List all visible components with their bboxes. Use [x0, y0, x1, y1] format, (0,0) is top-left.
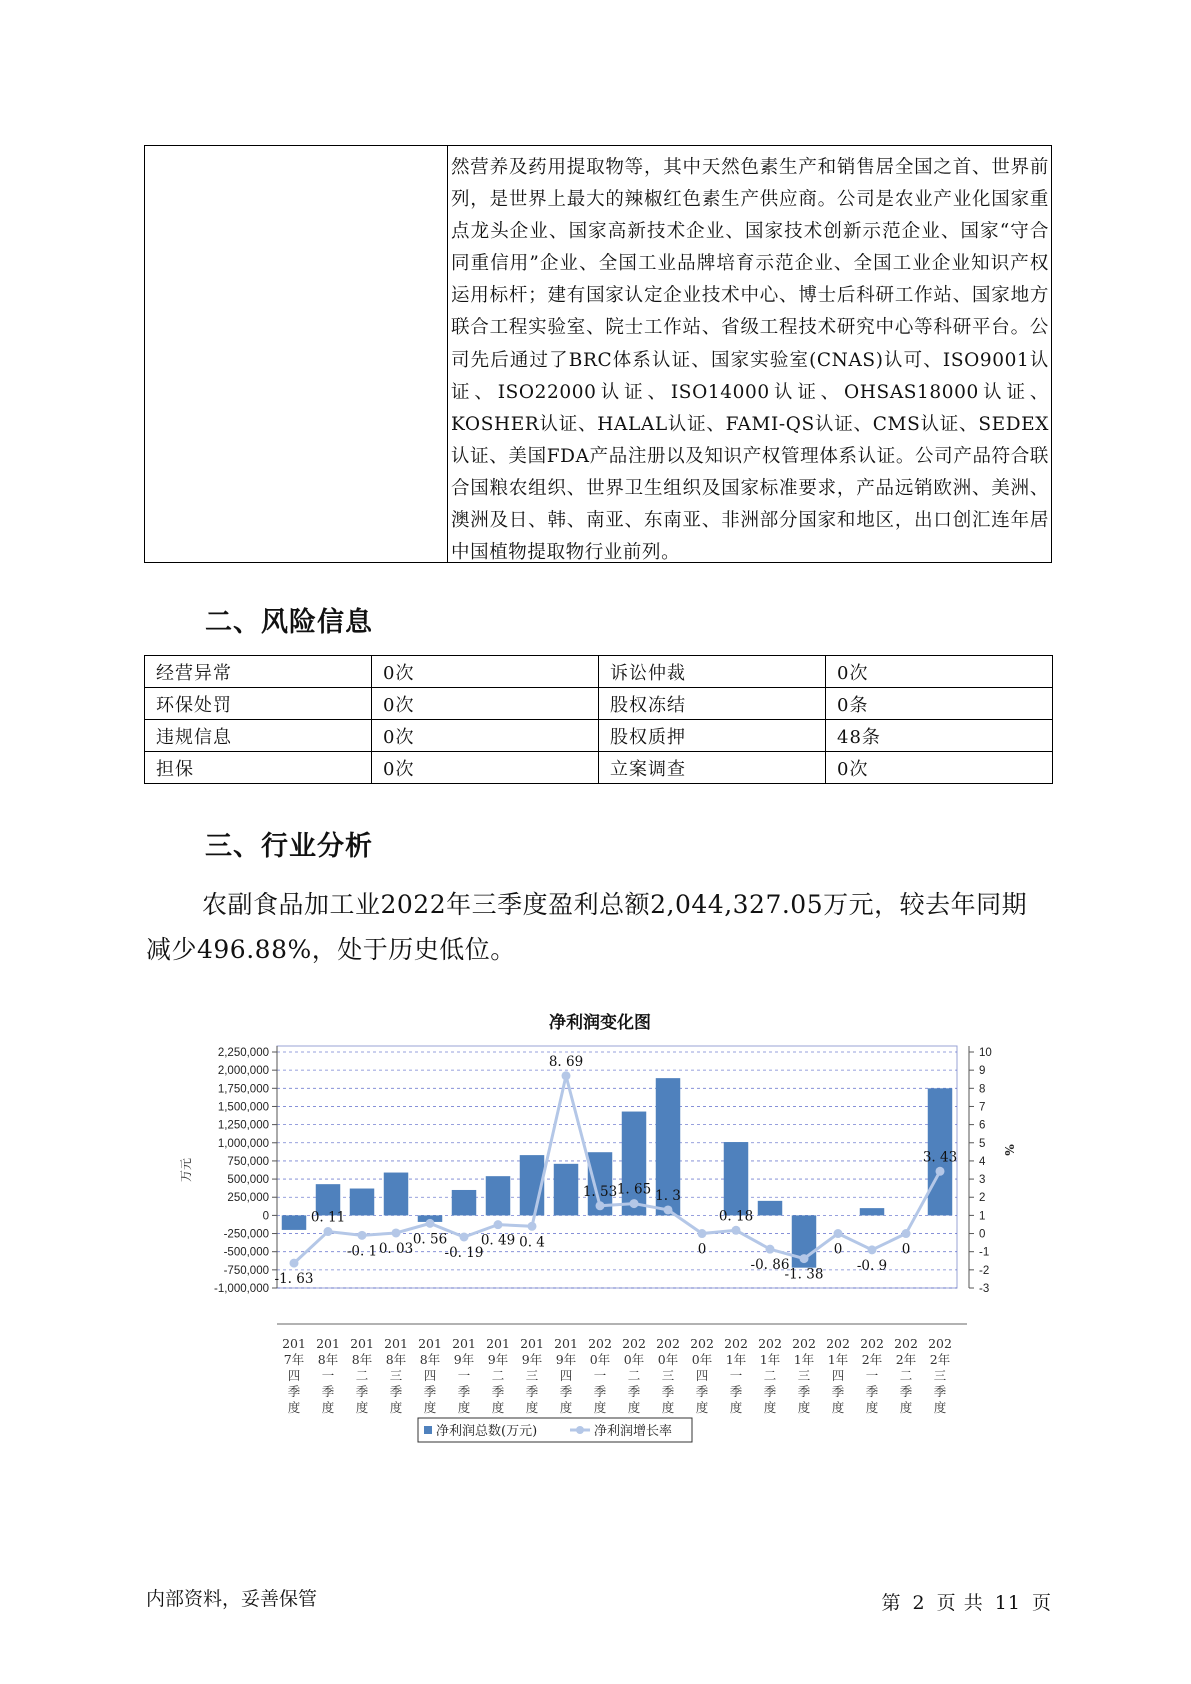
data-label: 0. 03 [378, 1240, 414, 1257]
intro-text-cell: 然营养及药用提取物等，其中天然色素生产和销售居全国之首、世界前列，是世界上最大的辣椒红色素生产供应商。公司是农业产业化国家重点龙头企业、国家高新技术企业、国家技术创新示范企业、国家“守合同重信用”企业、全国工业品牌培育示范企业、全国工业企业知识产权运用标杆；建有国家认定企业技术中心、博士后科研工作站、国家地方联合工程实验室、院士工作站、省级工程技术研究中心等科研平台。公司先后通过了BRC体系认证、国家实验室(CNAS)认可、ISO9001认证、ISO22000认证、ISO14000认证、OHSAS18000认证、KOSHER认证、HALAL认证、FAMI-QS认证、CMS认证、SEDEX认证、美国FDA产品注册以及知识产权管理体系认证。公司产品符合联合国粮农组织、世界卫生组织及国家标准要求，产品远销欧洲、美洲、澳洲及日、韩、南亚、东南亚、非洲部分国家和地区，出口创汇连年居中国植物提取物行业前列。 [451, 157, 1049, 564]
footer-confidential-note: 内部资料，妥善保管 [146, 1588, 318, 1610]
growth-point [698, 1229, 707, 1238]
y-tick-label: 2,000,000 [217, 1065, 269, 1078]
y2-tick-label: 8 [979, 1083, 986, 1096]
table-row [145, 720, 1053, 752]
data-label: 3. 43 [922, 1149, 958, 1166]
risk-value: 0次 [372, 720, 599, 752]
y-tick-label: 1,500,000 [217, 1101, 269, 1114]
risk-info-table [144, 655, 1053, 784]
risk-value: 0次 [826, 752, 1053, 784]
data-label: 0 [901, 1241, 911, 1258]
x-tick-label: 202 1年一季度 [724, 1336, 748, 1415]
page-current: 2 [912, 1592, 926, 1614]
growth-point [630, 1199, 639, 1208]
y-tick-label: 750,000 [227, 1155, 269, 1168]
y-tick-label: 1,750,000 [217, 1083, 269, 1096]
risk-label: 环保处罚 [145, 688, 372, 720]
x-tick-label: 202 0年四季度 [690, 1336, 714, 1415]
y2-axis-title: % [1002, 1144, 1016, 1156]
legend-bar-swatch [424, 1426, 432, 1434]
page-prefix: 第 [881, 1592, 902, 1614]
chart-svg [160, 1000, 1040, 1460]
y2-tick-label: 3 [979, 1174, 986, 1187]
data-label: 0. 4 [519, 1234, 545, 1251]
risk-value: 0条 [826, 688, 1053, 720]
x-tick-label: 201 9年一季度 [452, 1336, 476, 1415]
risk-label: 立案调查 [599, 752, 826, 784]
x-tick-label: 201 8年三季度 [384, 1336, 408, 1415]
y-tick-label: 500,000 [227, 1174, 269, 1187]
page-total: 11 [994, 1592, 1021, 1614]
growth-point [664, 1205, 673, 1214]
growth-point [358, 1231, 367, 1240]
risk-value: 0次 [372, 688, 599, 720]
x-tick-label: 201 8年四季度 [418, 1336, 442, 1415]
risk-value: 0次 [372, 656, 599, 688]
risk-label: 违规信息 [145, 720, 372, 752]
y2-tick-label: -2 [979, 1264, 990, 1277]
growth-point [800, 1254, 809, 1263]
page-suffix: 页 [1031, 1592, 1052, 1614]
y-tick-label: 2,250,000 [217, 1047, 269, 1059]
data-label: 8. 69 [548, 1053, 584, 1070]
x-tick-label: 202 0年三季度 [656, 1336, 680, 1415]
growth-point [902, 1229, 911, 1238]
x-tick-label: 202 0年二季度 [622, 1336, 646, 1415]
x-tick-label: 201 9年三季度 [520, 1336, 544, 1415]
data-label: 0. 18 [718, 1208, 754, 1225]
growth-point [528, 1222, 537, 1231]
y-tick-label: 1,000,000 [217, 1137, 269, 1150]
data-label: 1. 53 [582, 1183, 618, 1200]
risk-label: 经营异常 [145, 656, 372, 688]
y-axis-title: 万元 [179, 1157, 193, 1183]
growth-point [324, 1227, 333, 1236]
bar [724, 1142, 748, 1215]
y2-tick-label: 10 [979, 1047, 992, 1059]
legend-line-label: 净利润增长率 [594, 1424, 673, 1439]
growth-line [294, 1076, 940, 1263]
y2-tick-label: -1 [979, 1246, 990, 1259]
data-label: 1. 65 [616, 1181, 652, 1198]
data-label: 0. 56 [412, 1231, 448, 1248]
x-tick-label: 202 0年一季度 [588, 1336, 612, 1415]
bar [350, 1189, 374, 1216]
data-label: -0. 9 [856, 1257, 888, 1274]
table-row [145, 752, 1053, 784]
y2-tick-label: -3 [979, 1283, 990, 1295]
intro-label-cell [145, 146, 448, 562]
page-mid: 页 共 [936, 1592, 984, 1614]
growth-point [868, 1245, 877, 1254]
data-label: 1. 3 [655, 1187, 681, 1204]
x-tick-label: 201 9年四季度 [554, 1336, 578, 1415]
growth-point [596, 1201, 605, 1210]
risk-label: 诉讼仲裁 [599, 656, 826, 688]
legend-bar-label: 净利润总数(万元) [436, 1424, 538, 1439]
bar [282, 1215, 306, 1230]
table-row [145, 656, 1053, 688]
y-tick-label: -1,000,000 [214, 1283, 269, 1295]
data-label: -1. 63 [274, 1271, 314, 1288]
growth-point [766, 1245, 775, 1254]
risk-section-title: 二、风险信息 [205, 607, 373, 638]
growth-point [426, 1219, 435, 1228]
y2-tick-label: 9 [979, 1065, 986, 1078]
risk-label: 股权质押 [599, 720, 826, 752]
x-tick-label: 202 2年二季度 [894, 1336, 918, 1415]
growth-point [732, 1226, 741, 1235]
growth-point [392, 1228, 401, 1237]
bar [384, 1173, 408, 1216]
bar [452, 1190, 476, 1215]
y-tick-label: 1,250,000 [217, 1119, 269, 1132]
x-tick-label: 201 7年四季度 [282, 1336, 306, 1415]
table-row [145, 688, 1053, 720]
bar [758, 1201, 782, 1216]
net-profit-chart [160, 1000, 1040, 1460]
industry-paragraph: 农副食品加工业2022年三季度盈利总额2,044,327.05万元，较去年同期减少496.88%，处于历史低位。 [146, 890, 1028, 964]
x-tick-label: 202 1年二季度 [758, 1336, 782, 1415]
legend-line-marker [576, 1426, 584, 1434]
growth-point [562, 1071, 571, 1080]
footer-page-number [877, 1588, 1052, 1615]
bar [554, 1164, 578, 1216]
data-label: 0 [697, 1241, 707, 1258]
growth-point [494, 1220, 503, 1229]
data-label: -0. 86 [750, 1257, 790, 1274]
y2-tick-label: 0 [979, 1228, 986, 1241]
risk-value: 0次 [372, 752, 599, 784]
y-tick-label: -750,000 [223, 1264, 269, 1277]
y-tick-label: 250,000 [227, 1192, 269, 1205]
y2-tick-label: 1 [979, 1210, 986, 1223]
x-tick-label: 202 1年三季度 [792, 1336, 816, 1415]
growth-point [290, 1259, 299, 1268]
bar [486, 1176, 510, 1215]
y2-tick-label: 4 [979, 1155, 986, 1168]
x-tick-label: 202 2年三季度 [928, 1336, 952, 1415]
y2-tick-label: 2 [979, 1192, 986, 1205]
data-label: 0. 49 [480, 1232, 516, 1249]
data-label: 0 [833, 1241, 843, 1258]
data-label: -1. 38 [784, 1266, 824, 1283]
y-tick-label: 0 [262, 1210, 269, 1223]
growth-point [460, 1232, 469, 1241]
growth-point [834, 1229, 843, 1238]
risk-value: 0次 [826, 656, 1053, 688]
data-label: -0. 1 [346, 1243, 378, 1260]
risk-label: 股权冻结 [599, 688, 826, 720]
data-label: 0. 11 [310, 1209, 346, 1226]
y2-tick-label: 5 [979, 1137, 986, 1150]
risk-value: 48条 [826, 720, 1053, 752]
y2-tick-label: 7 [979, 1101, 986, 1114]
bar [860, 1208, 884, 1215]
data-label: -0. 19 [444, 1244, 484, 1261]
y2-tick-label: 6 [979, 1119, 986, 1132]
x-tick-label: 202 1年四季度 [826, 1336, 850, 1415]
company-intro-table [144, 145, 1052, 563]
growth-point [936, 1167, 945, 1176]
x-tick-label: 201 9年二季度 [486, 1336, 510, 1415]
chart-title: 净利润变化图 [549, 1013, 651, 1033]
risk-label: 担保 [145, 752, 372, 784]
x-tick-label: 201 8年二季度 [350, 1336, 374, 1415]
x-tick-label: 201 8年一季度 [316, 1336, 340, 1415]
y-tick-label: -250,000 [223, 1228, 269, 1241]
y-tick-label: -500,000 [223, 1246, 269, 1259]
industry-section-title: 三、行业分析 [205, 831, 373, 862]
x-tick-label: 202 2年一季度 [860, 1336, 884, 1415]
